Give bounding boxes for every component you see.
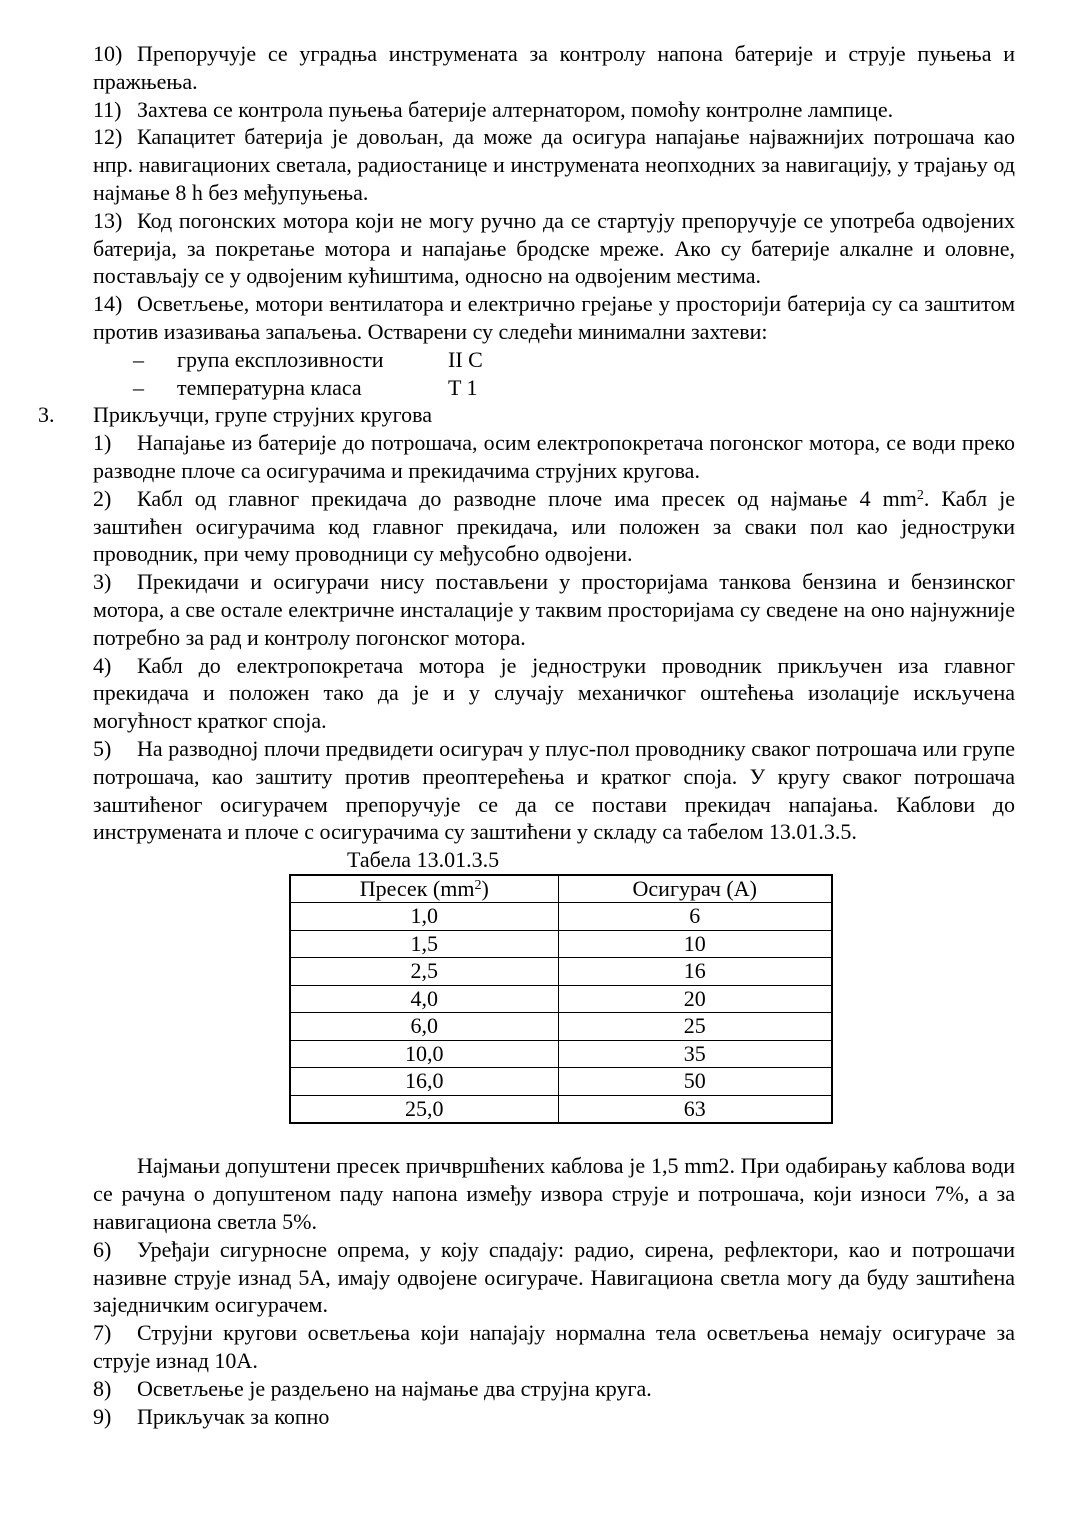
column-header-fuse: Осигурач (А) — [558, 875, 832, 903]
item-text: Осветљење, мотори вентилатора и електрично грејање у просторији батерија су са заштитом против изазивања запаљења. Остварени су следећи минимални захтеви: — [93, 291, 1015, 344]
requirement-value: T 1 — [448, 374, 478, 400]
list-item-4 — [93, 652, 1015, 735]
item-number: 6) — [93, 1236, 112, 1262]
list-item-8 — [93, 1375, 1015, 1403]
table-row — [290, 985, 832, 1013]
table-caption: Табела 13.01.3.5 — [347, 847, 500, 873]
requirement-explosion-group — [133, 346, 1015, 374]
table-row — [290, 1095, 832, 1123]
fuse-cell: 6 — [558, 903, 832, 931]
dash-bullet: – — [133, 374, 144, 400]
section-heading — [38, 401, 1015, 429]
superscript: 2 — [916, 487, 924, 503]
cross-section-cell: 6,0 — [290, 1013, 558, 1041]
item-text: Код погонских мотора који не могу ручно да се стартују препоручује се употреба одвојених батерија, за покретање мотора и напајање бродске мреже. Ако су батерије алкалне и оловне, постављају се у одвојеним кућиштима, односно на одвојеним местима. — [93, 207, 1015, 289]
item-text: Препоручује се уградња инструмената за контролу напона батерије и струје пуњења и пражњења. — [93, 41, 1015, 94]
fuse-cell: 16 — [558, 958, 832, 986]
item-text: Захтева се контрола пуњења батерије алтернатором, помоћу контролне лампице. — [137, 96, 894, 122]
table-row — [290, 1068, 832, 1096]
list-item-1 — [93, 429, 1015, 485]
item-text: Уређаји сигурносне опрема, у коју спадају: радио, сирена, рефлектори, као и потрошачи називне струје изнад 5А, имају одвојене осигураче. Навигациона светла могу да буду заштићена заједничким осигурачем. — [93, 1236, 1015, 1318]
table-row — [290, 930, 832, 958]
item-number: 3) — [93, 569, 112, 595]
item-text: Напајање из батерије до потрошача, осим електропокретача погонског мотора, се води преко разводне плоче са осигурачима и прекидачима струјних кругова. — [93, 430, 1015, 483]
table-row — [290, 1013, 832, 1041]
list-item-3 — [93, 568, 1015, 651]
item-number: 10) — [93, 41, 123, 66]
cross-section-cell: 2,5 — [290, 958, 558, 986]
item-number: 5) — [93, 735, 112, 761]
section-title: Прикључци, групе струјних кругова — [93, 402, 432, 428]
list-item-6 — [93, 1236, 1015, 1319]
item-number: 9) — [93, 1403, 112, 1429]
column-header-cross-section — [290, 875, 558, 903]
list-item-14 — [93, 290, 1015, 346]
requirement-temperature-class — [133, 374, 1015, 402]
list-item-13 — [93, 207, 1015, 290]
requirement-value: II C — [448, 346, 483, 372]
cross-section-cell: 1,5 — [290, 930, 558, 958]
list-item-10 — [93, 40, 1015, 96]
cross-section-cell: 16,0 — [290, 1068, 558, 1096]
item-number: 1) — [93, 430, 112, 456]
item-number: 8) — [93, 1375, 112, 1401]
item-number: 2) — [93, 485, 112, 511]
requirement-label: група експлозивности — [177, 346, 384, 372]
item-text: Прикључак за копно — [137, 1403, 330, 1429]
table-row — [290, 903, 832, 931]
fuse-rating-table — [289, 874, 833, 1125]
superscript: 2 — [474, 877, 482, 893]
list-item-7 — [93, 1319, 1015, 1375]
item-text: На разводној плочи предвидети осигурач у плус-пол проводнику сваког потрошача или групе потрошача, као заштиту против преоптерећења и кратког споја. У кругу сваког потрошача заштићеног осигурачем препоручује се да се постави прекидач напајања. Каблови до инструмената и плоче с осигурачима су заштићени у складу са табелом 13.01.3.5. — [93, 735, 1015, 845]
list-item-5 — [93, 735, 1015, 846]
header-text: ) — [481, 875, 489, 901]
item-text: Прекидачи и осигурачи нису постављени у просторијама танкова бензина и бензинског мотора, а све остале електричне инсталације у таквим просторијама су сведене на оно најнужније потребно за рад и контролу погонског мотора. — [93, 569, 1015, 650]
list-item-12 — [93, 123, 1015, 206]
table-row — [290, 958, 832, 986]
item-text: Капацитет батерија је довољан, да може да осигура напајање најважнијих потрошача као нпр. навигационих светала, радиостанице и инструмената неопходних за навигацију, у трајању од најмање 8 h без међупуњења. — [93, 124, 1015, 205]
item-text: Кабл до електропокретача мотора је једноструки проводник прикључен иза главног прекидача и положен тако да је и у случају механичког оштећења изолације искључена могућност кратког споја. — [93, 652, 1015, 734]
item-number: 11) — [93, 96, 122, 122]
table-header-row — [290, 875, 832, 903]
section-number: 3. — [38, 402, 55, 428]
item-number: 4) — [93, 652, 112, 678]
fuse-cell: 25 — [558, 1013, 832, 1041]
fuse-cell: 35 — [558, 1040, 832, 1068]
item-text: Струјни кругови осветљења који напајају нормална тела осветљења немају осигураче за струје изнад 10А. — [93, 1320, 1015, 1373]
fuse-cell: 10 — [558, 930, 832, 958]
list-item-9 — [93, 1403, 1015, 1431]
dash-bullet: – — [133, 346, 144, 372]
cross-section-cell: 4,0 — [290, 985, 558, 1013]
item-number: 14) — [93, 291, 123, 317]
table-row — [290, 1040, 832, 1068]
list-item-2 — [93, 485, 1015, 568]
item-number: 12) — [93, 124, 123, 150]
list-item-11 — [93, 96, 1015, 124]
paragraph-min-cross-section: Најмањи допуштени пресек причвршћених каблова је 1,5 mm2. При одабирању каблова води се рачуна о допуштеном паду напона између извора струје и потрошача, који износи 7%, а за навигациона светла 5%. — [93, 1153, 1015, 1234]
header-text: Пресек (mm — [359, 875, 475, 901]
fuse-cell: 20 — [558, 985, 832, 1013]
cross-section-cell: 10,0 — [290, 1040, 558, 1068]
item-text: . Кабл је заштићен осигурачима код главног прекидача, или положен за сваки пол као једноструки проводник, при чему проводници су међусобно одвојени. — [93, 485, 1015, 567]
item-number: 7) — [93, 1320, 112, 1346]
cross-section-cell: 25,0 — [290, 1095, 558, 1123]
fuse-cell: 63 — [558, 1095, 832, 1123]
item-number: 13) — [93, 207, 123, 233]
item-text: Осветљење је раздељено на најмање два струјна круга. — [137, 1375, 652, 1401]
item-text: Кабл од главног прекидача до разводне плоче има пресек од најмање 4 mm — [137, 485, 917, 511]
fuse-cell: 50 — [558, 1068, 832, 1096]
requirement-label: температурна класа — [177, 374, 362, 400]
cross-section-cell: 1,0 — [290, 903, 558, 931]
